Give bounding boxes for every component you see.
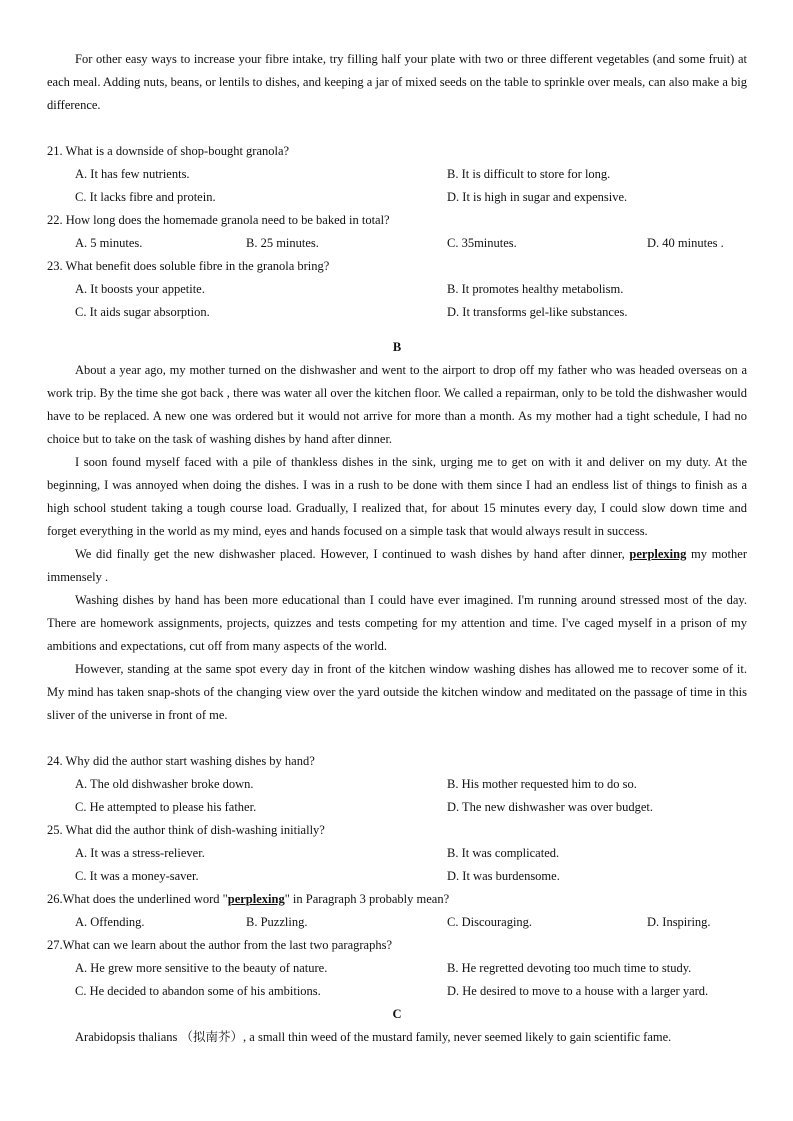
option-b: B. It was complicated. [447, 846, 560, 860]
option-b: B. He regretted devoting too much time to study. [447, 961, 692, 975]
option-a: A. It boosts your appetite. [75, 282, 205, 296]
question-25 [47, 819, 747, 888]
passage-c-paragraph-1: Arabidopsis thalians （拟南芥）, a small thin weed of the mustard family, never seemed likely to gain scientific fame. [75, 1030, 672, 1044]
passage-b-paragraph-1: About a year ago, my mother turned on the dishwasher and went to the airport to drop off my father who was headed overseas on a work trip. By the time she got back , there was water all over the kitchen floor. We called a repairman, only to be told the dishwasher would have to be replaced. A new one was ordered but it would not arrive for more than a month. As my mother had a tight schedule, I had no choice but to take on the task of washing dishes by hand after dinner. [47, 363, 747, 446]
option-c: C. Discouraging. [447, 915, 533, 929]
passage-b-paragraph-5: However, standing at the same spot every day in front of the kitchen window washing dishes has allowed me to recover some of it. My mind has taken snap-shots of the changing view over the yard outside the kitchen window and meditated on the passage of time in this sliver of the universe in front of me. [47, 662, 747, 722]
option-b: B. It is difficult to store for long. [447, 167, 611, 181]
option-c: C. It lacks fibre and protein. [75, 190, 216, 204]
option-d: D. He desired to move to a house with a larger yard. [447, 984, 709, 998]
option-d: D. The new dishwasher was over budget. [447, 800, 653, 814]
exam-page [47, 0, 747, 1049]
option-d: D. It transforms gel-like substances. [447, 305, 628, 319]
section-b-heading: B [392, 340, 402, 354]
underlined-word: perplexing [629, 547, 687, 561]
intro-paragraph: For other easy ways to increase your fibre intake, try filling half your plate with two or three different vegetables (and some fruit) at each meal. Adding nuts, beans, or lentils to dishes, and keeping a jar of mixed seeds on the table to sprinkle over meals, can also make a big difference. [47, 52, 747, 112]
passage-b-paragraph-4: Washing dishes by hand has been more educational than I could have ever imagined. I'm running around stressed most of the day. There are homework assignments, projects, quizzes and tests competing for my attention and time. I've caged myself in a prison of my ambitions and expectations, cut off from many aspects of the world. [47, 593, 747, 653]
question-27 [47, 934, 747, 1003]
question-text: 23. What benefit does soluble fibre in the granola bring? [47, 259, 330, 273]
question-text: 26.What does the underlined word "perplexing" in Paragraph 3 probably mean? [47, 892, 450, 906]
option-b: B. His mother requested him to do so. [447, 777, 637, 791]
question-26 [47, 888, 747, 934]
option-a: A. The old dishwasher broke down. [75, 777, 254, 791]
option-b: B. 25 minutes. [246, 236, 319, 250]
question-21 [47, 140, 747, 209]
question-text: 27.What can we learn about the author from the last two paragraphs? [47, 938, 393, 952]
option-a: A. It was a stress-reliever. [75, 846, 205, 860]
option-d: D. Inspiring. [647, 915, 711, 929]
option-a: A. He grew more sensitive to the beauty of nature. [75, 961, 328, 975]
question-24 [47, 750, 747, 819]
option-c: C. It aids sugar absorption. [75, 305, 210, 319]
option-c: C. He attempted to please his father. [75, 800, 257, 814]
option-b: B. It promotes healthy metabolism. [447, 282, 624, 296]
option-d: D. It was burdensome. [447, 869, 560, 883]
section-c-heading: C [392, 1007, 402, 1021]
passage-b-paragraph-3: We did finally get the new dishwasher placed. However, I continued to wash dishes by hand after dinner, perplexing my mother immensely . [47, 547, 747, 584]
option-c: C. He decided to abandon some of his ambitions. [75, 984, 321, 998]
question-23 [47, 255, 747, 324]
option-b: B. Puzzling. [246, 915, 308, 929]
question-text: 25. What did the author think of dish-washing initially? [47, 823, 325, 837]
option-a: A. Offending. [75, 915, 145, 929]
passage-b-paragraph-2: I soon found myself faced with a pile of thankless dishes in the sink, urging me to get on with it and deliver on my duty. At the beginning, I was annoyed when doing the dishes. I was in a rush to be done with them since I had an endless list of things to finish as a high school student taking a tough course load. Gradually, I realized that, for about 15 minutes every day, I could slow down time and forget everything in the world as my mind, eyes and hands focused on a simple task that would always result in success. [47, 455, 747, 538]
option-c: C. 35minutes. [447, 236, 517, 250]
option-d: D. It is high in sugar and expensive. [447, 190, 628, 204]
option-d: D. 40 minutes . [647, 236, 724, 250]
question-text: 24. Why did the author start washing dishes by hand? [47, 754, 315, 768]
option-a: A. 5 minutes. [75, 236, 143, 250]
question-text: 21. What is a downside of shop-bought granola? [47, 144, 290, 158]
question-text: 22. How long does the homemade granola need to be baked in total? [47, 213, 390, 227]
option-c: C. It was a money-saver. [75, 869, 199, 883]
question-22 [47, 209, 747, 255]
option-a: A. It has few nutrients. [75, 167, 190, 181]
underlined-word: perplexing [227, 892, 285, 906]
